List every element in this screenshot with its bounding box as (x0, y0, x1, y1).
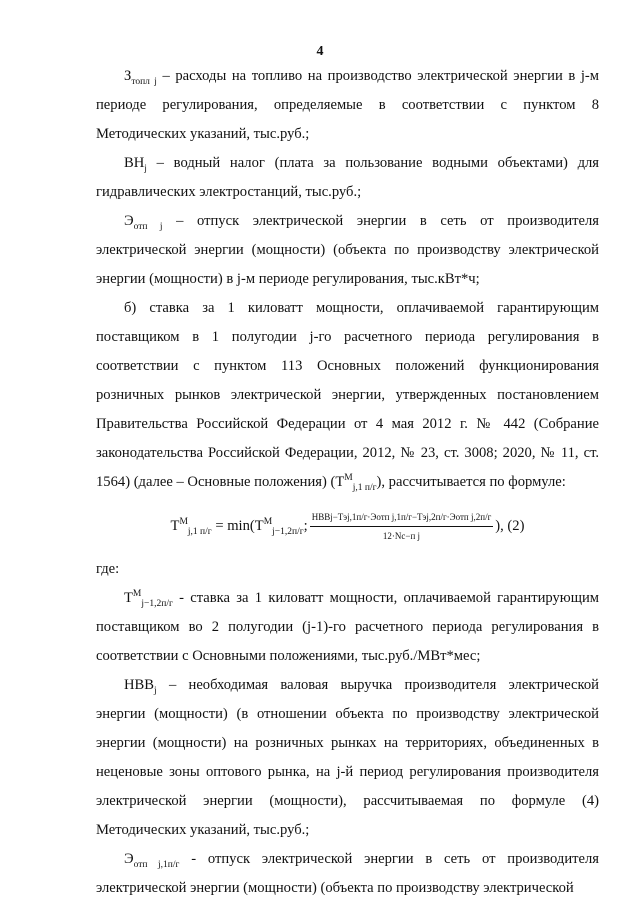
symbol-subscript: j (144, 163, 147, 174)
symbol-subscript: отп j (133, 221, 163, 232)
where-label: где: (96, 561, 120, 577)
paragraph-text: – необходимая валовая выручка производителя электрической энергии (мощности) (в отношении объекта по производству электрической энергии (мощности) на розничных рынках на территориях, объединенных в неценовые зоны оптового рынка, на j-й период регулирования производителя электрической энергии (мощности), рассчитываемая по формуле (4) Методических указаний, тыс.руб.; (96, 677, 599, 838)
symbol-subscript: j (154, 685, 157, 696)
formula-denominator: 12·Nс−п j (382, 530, 421, 541)
paragraph-text: - ставка за 1 киловатт мощности, оплачиваемой гарантирующим поставщиком во 2 полугодии (j-1)-го расчетного периода регулирования в соответствии с Основными положениями, тыс.руб./МВт*мес; (96, 590, 599, 664)
symbol: З (124, 68, 132, 84)
symbol: Т (335, 474, 345, 490)
formula-numerator: НВВj−Тэj,1п/г·Эотп j,1п/г−Тэj,2п/г·Эотп j,2п/г (310, 510, 494, 527)
paragraph-text: – расходы на топливо на производство электрической энергии в j-м периоде регулирования, определяемые в соответствии с пунктом 8 Методических указаний, тыс.руб.; (96, 68, 599, 142)
paragraph-text: – отпуск электрической энергии в сеть от производителя электрической энергии (мощности) (объекта по производству электрической энергии (мощности) в j-м периоде регулирования, тыс.кВт*ч; (96, 213, 599, 287)
paragraph-energy-supply-half (96, 845, 599, 903)
paragraph-text: б) ставка за 1 киловатт мощности, оплачиваемой гарантирующим поставщиком в 1 полугодии j-го расчетного периода регулирования в соответствии с пунктом 113 Основных положений функционирования розничных рынков электрической энергии, утвержденных постановлением Правительства Российской Федерации от 4 мая 2012 г. № 442 (Собрание законодательства Российской Федерации, 2012, № 23, ст. 3008; 2020, № 11, ст. 1564) (далее – Основные положения) ( (96, 300, 599, 490)
formula-t2-sub: j−1,2п/г (272, 526, 304, 537)
paragraph-text: ), рассчитывается по формуле: (376, 474, 566, 490)
formula-fraction (310, 510, 494, 544)
paragraph-gross-revenue (96, 671, 599, 845)
paragraph-text: - отпуск электрической энергии в сеть от производителя электрической энергии (мощности) (объекта по производству электрической (96, 851, 599, 896)
symbol: Э (124, 851, 134, 867)
symbol-subscript: j,1 п/г (352, 482, 377, 493)
document-body (96, 62, 599, 903)
symbol-superscript: М (344, 473, 353, 484)
formula-lhs-sup: М (179, 517, 188, 528)
paragraph-rate-prev (96, 584, 599, 671)
symbol-subscript: j−1,2п/г (141, 598, 173, 609)
formula-eq: = min(Т (211, 518, 264, 534)
paragraph-water-tax (96, 149, 599, 207)
symbol-subscript: отп j,1п/г (133, 859, 180, 870)
paragraph-fuel-costs (96, 62, 599, 149)
symbol: ВН (124, 155, 145, 171)
paragraph-text: – водный налог (плата за пользование водными объектами) для гидравлических электростанций, тыс.руб.; (96, 155, 599, 200)
formula-semicolon: ; (303, 518, 308, 534)
formula-lhs-sub: j,1 п/г (187, 526, 212, 537)
formula-2 (96, 497, 599, 555)
symbol-superscript: М (132, 589, 142, 600)
symbol-subscript: топл j (131, 76, 157, 87)
paragraph-rate-b (96, 294, 599, 497)
symbol: Т (124, 590, 133, 606)
symbol: НВВ (124, 677, 155, 693)
formula-t2-sup: М (263, 517, 273, 528)
page-number: 4 (316, 44, 324, 59)
formula-tail: ), (2) (495, 518, 525, 534)
paragraph-energy-supply (96, 207, 599, 294)
symbol: Э (124, 213, 134, 229)
formula-lhs: Т (170, 518, 180, 534)
